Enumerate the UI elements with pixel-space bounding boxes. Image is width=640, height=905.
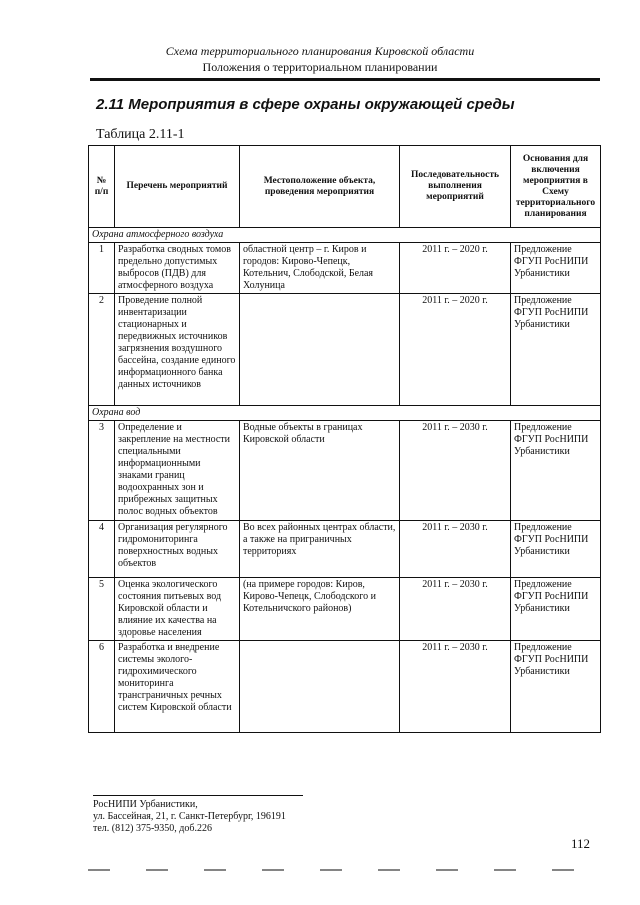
- cell-location: Водные объекты в границах Кировской области: [240, 421, 400, 521]
- column-header-number: № п/п: [89, 146, 115, 228]
- footnote-divider: [93, 795, 303, 796]
- cell-basis: Предложение ФГУП РосНИПИ Урбанистики: [511, 578, 601, 641]
- cell-number: 1: [89, 243, 115, 294]
- cell-measure: Разработка и внедрение системы эколого-гидрохимического мониторинга трансграничных речных систем Кировской области: [115, 641, 240, 733]
- column-header-basis: Основания для включения мероприятия в Схему территориального планирования: [511, 146, 601, 228]
- footnote-phone: тел. (812) 375-9350, доб.226: [93, 823, 212, 834]
- cell-number: 3: [89, 421, 115, 521]
- cell-measure: Организация регулярного гидромониторинга поверхностных водных объектов: [115, 521, 240, 578]
- cell-measure: Разработка сводных томов предельно допустимых выбросов (ПДВ) для атмосферного воздуха: [115, 243, 240, 294]
- cell-period: 2011 г. – 2030 г.: [400, 641, 511, 733]
- cell-basis: Предложение ФГУП РосНИПИ Урбанистики: [511, 294, 601, 406]
- cell-location: Во всех районных центрах области, а также на приграничных территориях: [240, 521, 400, 578]
- cell-period: 2011 г. – 2030 г.: [400, 521, 511, 578]
- cell-period: 2011 г. – 2020 г.: [400, 294, 511, 406]
- cell-basis: Предложение ФГУП РосНИПИ Урбанистики: [511, 421, 601, 521]
- table-group-row: [89, 406, 601, 421]
- measures-table: [88, 145, 601, 733]
- cell-number: 6: [89, 641, 115, 733]
- cell-basis: Предложение ФГУП РосНИПИ Урбанистики: [511, 243, 601, 294]
- table-row: [89, 421, 601, 521]
- group-title: Охрана вод: [89, 406, 601, 421]
- column-header-sequence: Последовательность выполнения мероприятий: [400, 146, 511, 228]
- cell-measure: Оценка экологического состояния питьевых вод Кировской области и влияние их качества на здоровье населения: [115, 578, 240, 641]
- column-header-measures: Перечень мероприятий: [115, 146, 240, 228]
- table-header-row: [89, 146, 601, 228]
- table-body: [89, 228, 601, 733]
- footnote-org: РосНИПИ Урбанистики,: [93, 799, 198, 810]
- footnote: [93, 799, 286, 835]
- cell-location: областной центр – г. Киров и городов: Кирово-Чепецк, Котельнич, Слободской, Белая Холуница: [240, 243, 400, 294]
- table-caption: Таблица 2.11-1: [96, 127, 185, 142]
- cell-basis: Предложение ФГУП РосНИПИ Урбанистики: [511, 641, 601, 733]
- cell-location: (на примере городов: Киров, Кирово-Чепецк, Слободского и Котельничского районов): [240, 578, 400, 641]
- section-title: 2.11 Мероприятия в сфере охраны окружающей среды: [96, 96, 515, 113]
- table-row: [89, 521, 601, 578]
- table-group-row: [89, 228, 601, 243]
- cell-number: 5: [89, 578, 115, 641]
- cell-number: 4: [89, 521, 115, 578]
- column-header-location: Местоположение объекта, проведения мероприятия: [240, 146, 400, 228]
- table-row: [89, 243, 601, 294]
- page-number: 112: [571, 836, 591, 851]
- cell-location: [240, 294, 400, 406]
- group-title: Охрана атмосферного воздуха: [89, 228, 601, 243]
- scan-artifact-line: [88, 869, 600, 871]
- cell-period: 2011 г. – 2030 г.: [400, 578, 511, 641]
- cell-period: 2011 г. – 2030 г.: [400, 421, 511, 521]
- header-divider: [90, 78, 600, 81]
- document-header-subtitle: Положения о территориальном планировании: [202, 60, 438, 74]
- cell-period: 2011 г. – 2020 г.: [400, 243, 511, 294]
- cell-location: [240, 641, 400, 733]
- cell-measure: Определение и закрепление на местности специальными информационными знаками границ водоохранных зон и прибрежных защитных полос водных объектов: [115, 421, 240, 521]
- table-row: [89, 294, 601, 406]
- table-row: [89, 641, 601, 733]
- document-header-title: Схема территориального планирования Кировской области: [165, 44, 475, 58]
- cell-basis: Предложение ФГУП РосНИПИ Урбанистики: [511, 521, 601, 578]
- cell-number: 2: [89, 294, 115, 406]
- footnote-address: ул. Бассейная, 21, г. Санкт-Петербург, 196191: [93, 811, 286, 822]
- table-row: [89, 578, 601, 641]
- cell-measure: Проведение полной инвентаризации стационарных и передвижных источников загрязнения воздушного бассейна, создание единого информационного банка данных источников: [115, 294, 240, 406]
